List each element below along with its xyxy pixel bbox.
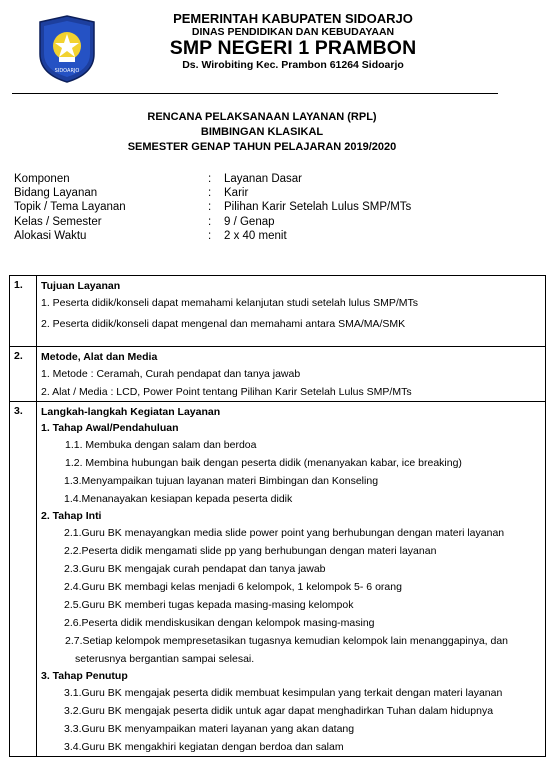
list-item: 2.5.Guru BK memberi tugas kepada masing-masing kelompok [64, 599, 354, 611]
list-item: 3.2.Guru BK mengajak peserta didik untuk agar dapat menghadirkan Tuhan dalam hidupnya [64, 705, 494, 717]
info-colon: : [208, 187, 212, 200]
letterhead-government: PEMERINTAH KABUPATEN SIDOARJO [173, 11, 413, 26]
letterhead [120, 12, 466, 72]
info-colon: : [208, 201, 212, 214]
section-heading: Metode, Alat dan Media [41, 351, 158, 363]
list-item: 3.1.Guru BK mengajak peserta didik membuat kesimpulan yang terkait dengan materi layanan [64, 687, 503, 699]
list-item: 3.4.Guru BK mengakhiri kegiatan dengan berdoa dan salam [64, 741, 344, 753]
title-line-2: BIMBINGAN KLASIKAL [200, 126, 324, 138]
info-label: Topik / Tema Layanan [14, 201, 126, 214]
info-label: Kelas / Semester [14, 215, 102, 228]
svg-text:SIDOARJO: SIDOARJO [54, 68, 80, 74]
list-item: 1. Metode : Ceramah, Curah pendapat dan tanya jawab [41, 368, 301, 380]
stage-title: 1. Tahap Awal/Pendahuluan [41, 422, 179, 434]
info-label: Komponen [14, 173, 70, 185]
info-value: 9 / Genap [224, 215, 275, 228]
list-item: 2. Alat / Media : LCD, Power Point tentang Pilihan Karir Setelah Lulus SMP/MTs [41, 386, 412, 398]
stage-title: 2. Tahap Inti [41, 510, 102, 522]
info-label: Bidang Layanan [14, 187, 98, 200]
list-item: 1.2. Membina hubungan baik dengan peserta didik (menanyakan kabar, ice breaking) [65, 457, 462, 469]
document-title [0, 110, 524, 155]
info-value: Layanan Dasar [224, 173, 302, 185]
section-objectives [10, 276, 546, 347]
section-content [37, 402, 546, 757]
letterhead-divider [12, 93, 498, 94]
letterhead-school-name: SMP NEGERI 1 PRAMBON [169, 37, 417, 60]
title-line-3: SEMESTER GENAP TAHUN PELAJARAN 2019/2020 [127, 141, 397, 153]
list-item: 1.4.Menanayakan kesiapan kepada peserta didik [64, 493, 293, 505]
letterhead-address: Ds. Wirobiting Kec. Prambon 61264 Sidoarjo [182, 59, 404, 72]
list-item: 2. Peserta didik/konseli dapat mengenal dan memahami antara SMA/MA/SMK [41, 318, 406, 330]
section-number: 1. [10, 276, 37, 347]
list-item: 2.4.Guru BK membagi kelas menjadi 6 kelompok, 1 kelompok 5- 6 orang [64, 581, 402, 593]
section-methods [10, 347, 546, 402]
title-line-1: RENCANA PELAKSANAAN LAYANAN (RPL) [147, 111, 377, 123]
list-item: 2.7.Setiap kelompok mempresetasikan tugasnya kemudian kelompok lain menanggapinya, dan seterusnya bergantian sampai selesai. [65, 635, 509, 665]
section-content [37, 276, 546, 347]
section-number: 2. [10, 347, 37, 402]
list-item: 2.1.Guru BK menayangkan media slide power point yang berhubungan dengan materi layanan [64, 527, 505, 539]
school-logo [36, 14, 98, 84]
letterhead-department: DINAS PENDIDIKAN DAN KEBUDAYAAN [191, 25, 395, 38]
section-heading: Langkah-langkah Kegiatan Layanan [41, 406, 221, 418]
list-item: 1.3.Menyampaikan tujuan layanan materi Bimbingan dan Konseling [64, 475, 379, 487]
info-colon: : [208, 173, 212, 185]
info-colon: : [208, 229, 212, 242]
info-colon: : [208, 215, 212, 228]
list-item: 2.2.Peserta didik mengamati slide pp yang berhubungan dengan materi layanan [64, 545, 437, 557]
section-number: 3. [10, 402, 37, 757]
section-content [37, 347, 546, 402]
info-value: Karir [224, 187, 249, 200]
info-value: 2 x 40 menit [224, 229, 287, 242]
list-item: 2.6.Peserta didik mendiskusikan dengan kelompok masing-masing [64, 617, 375, 629]
section-heading: Tujuan Layanan [41, 280, 121, 292]
list-item: 1.1. Membuka dengan salam dan berdoa [65, 439, 257, 451]
list-item: 1. Peserta didik/konseli dapat memahami kelanjutan studi setelah lulus SMP/MTs [41, 297, 419, 309]
stage-title: 3. Tahap Penutup [41, 670, 128, 682]
section-activities [10, 402, 546, 757]
list-item: 3.3.Guru BK menyampaikan materi layanan yang akan datang [64, 723, 355, 735]
list-item: 2.3.Guru BK mengajak curah pendapat dan tanya jawab [64, 563, 326, 575]
plan-table [9, 275, 546, 757]
info-label: Alokasi Waktu [14, 229, 87, 242]
info-value: Pilihan Karir Setelah Lulus SMP/MTs [224, 201, 412, 214]
